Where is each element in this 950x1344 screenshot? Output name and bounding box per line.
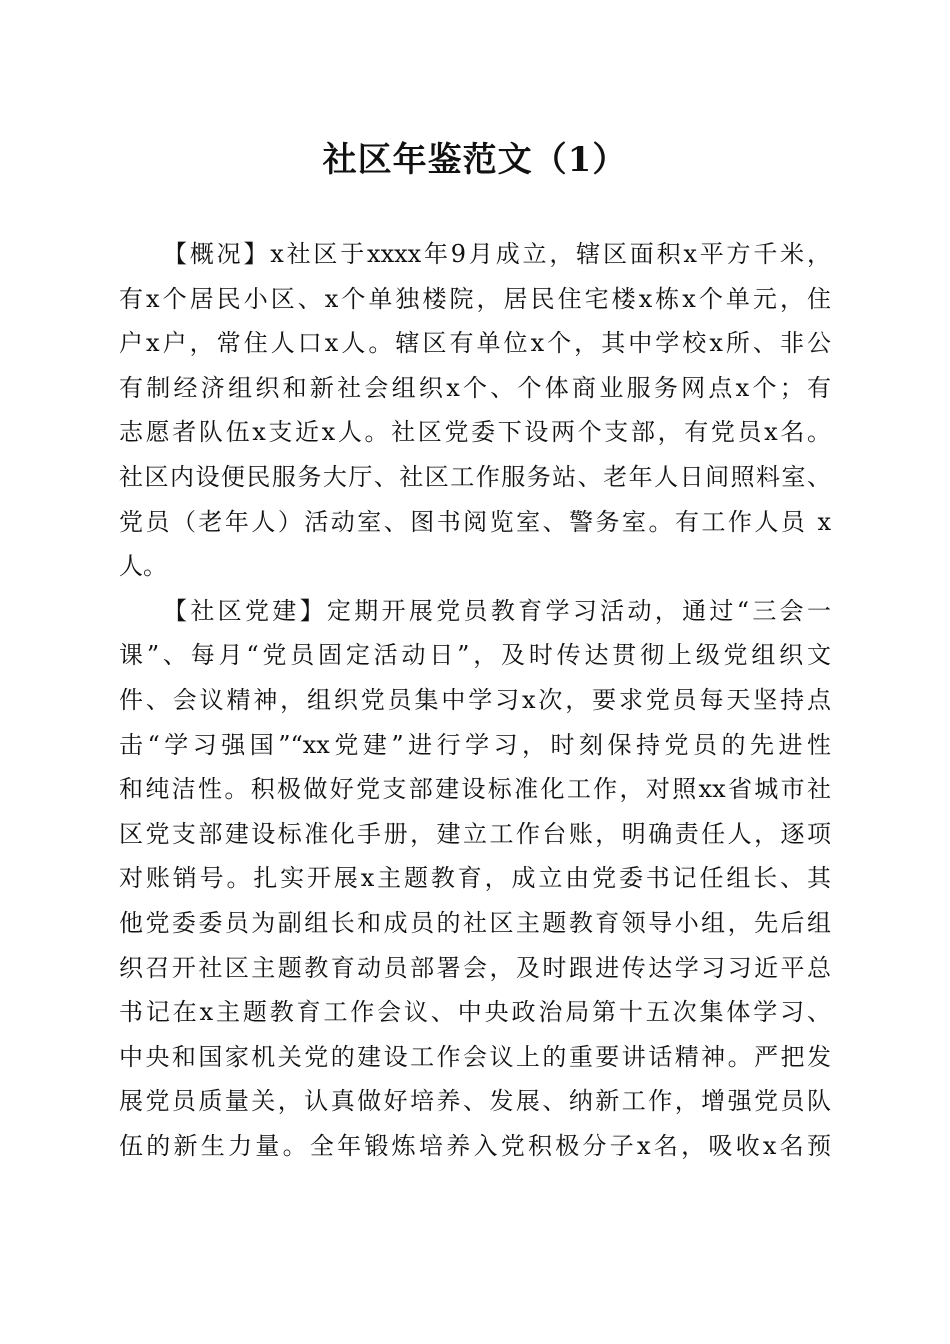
paragraph-overview-line: 【概况】x社区于xxxx年9月成立，辖区面积x平方千米， — [163, 240, 831, 268]
paragraph-overview-line: 志愿者队伍x支近x人。社区党委下设两个支部，有党员x名。 — [119, 418, 831, 447]
paragraph-party-building-line: 和纯洁性。积极做好党支部建设标准化工作，对照xx省城市社 — [119, 775, 831, 804]
paragraph-party-building-line: 课”、每月“党员固定活动日”，及时传达贯彻上级党组织文 — [119, 641, 831, 670]
paragraph-party-building-line: 中央和国家机关党的建设工作会议上的重要讲话精神。严把发 — [119, 1042, 831, 1071]
paragraph-overview-line: 人。 — [119, 552, 167, 581]
paragraph-overview-line: 有制经济组织和新社会组织x个、个体商业服务网点x个；有 — [119, 373, 831, 402]
paragraph-party-building-line: 展党员质量关，认真做好培养、发展、纳新工作，增强党员队 — [119, 1087, 831, 1116]
paragraph-party-building-line: 他党委委员为副组长和成员的社区主题教育领导小组，先后组 — [119, 908, 831, 937]
paragraph-party-building-line: 书记在x主题教育工作会议、中央政治局第十五次集体学习、 — [119, 998, 831, 1027]
paragraph-party-building-line: 织召开社区主题教育动员部署会，及时跟进传达学习习近平总 — [119, 953, 831, 982]
paragraph-party-building-line: 区党支部建设标准化手册，建立工作台账，明确责任人，逐项 — [119, 819, 831, 848]
paragraph-overview-line: 户x户，常住人口x人。辖区有单位x个，其中学校x所、非公 — [119, 329, 831, 358]
paragraph-party-building-line: 击“学习强国”“xx党建”进行学习，时刻保持党员的先进性 — [119, 730, 831, 759]
paragraph-party-building-line: 伍的新生力量。全年锻炼培养入党积极分子x名，吸收x名预 — [119, 1131, 831, 1160]
paragraph-party-building-line: 【社区党建】定期开展党员教育学习活动，通过“三会一 — [163, 596, 831, 625]
paragraph-overview-line: 有x个居民小区、x个单独楼院，居民住宅楼x栋x个单元，住 — [119, 284, 831, 313]
paragraph-overview-line: 社区内设便民服务大厅、社区工作服务站、老年人日间照料室、 — [119, 462, 831, 491]
paragraph-party-building-line: 件、会议精神，组织党员集中学习x次，要求党员每天坚持点 — [119, 685, 831, 714]
document-body — [119, 232, 831, 1168]
paragraph-overview-line: 党员（老年人）活动室、图书阅览室、警务室。有工作人员 x — [119, 507, 831, 536]
document-title: 社区年鉴范文（1） — [322, 140, 628, 180]
paragraph-party-building-line: 对账销号。扎实开展x主题教育，成立由党委书记任组长、其 — [119, 864, 831, 893]
